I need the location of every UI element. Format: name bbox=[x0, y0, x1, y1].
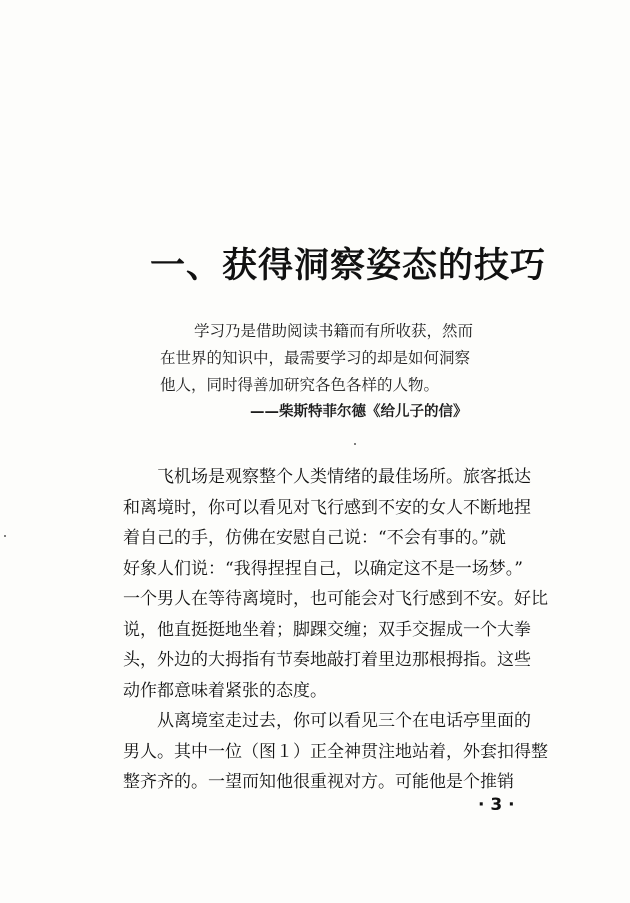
paragraph-line: 着自己的手，仿佛在安慰自己说：“不会有事的。”就 bbox=[123, 528, 506, 548]
paragraph-line: 和离境时，你可以看见对飞行感到不安的女人不断地捏 bbox=[123, 497, 531, 518]
body-text bbox=[123, 462, 563, 798]
epigraph bbox=[160, 318, 540, 426]
page-number: · 3 · bbox=[478, 795, 515, 815]
paragraph-line: 飞机场是观察整个人类情绪的最佳场所。旅客抵达 bbox=[157, 467, 531, 487]
epigraph-line: 学习乃是借助阅读书籍而有所收获，然而 bbox=[194, 322, 474, 340]
paragraph-line: 男人。其中一位（图１）正全神贯注地站着，外套扣得整 bbox=[123, 741, 548, 762]
epigraph-line: 在世界的知识中，最需要学习的却是如何洞察 bbox=[160, 349, 471, 367]
paragraph-line: 动作都意味着紧张的态度。 bbox=[123, 680, 327, 701]
paragraph-line: 说，他直挺挺地坐着；脚踝交缠；双手交握成一个大拳 bbox=[123, 619, 531, 640]
paragraph-line: 一个男人在等待离境时，也可能会对飞行感到不安。好比 bbox=[123, 589, 548, 609]
print-speck bbox=[4, 535, 6, 537]
paragraph-line: 好象人们说：“我得捏捏自己，以确定这不是一场梦。” bbox=[123, 558, 523, 579]
print-speck bbox=[354, 443, 356, 445]
epigraph-line: 他人，同时得善加研究各色各样的人物。 bbox=[160, 376, 440, 394]
paragraph-line: 整齐齐的。一望而知他很重视对方。可能他是个推销 bbox=[123, 772, 514, 792]
paragraph-line: 头，外边的大拇指有节奏地敲打着里边那根拇指。这些 bbox=[123, 650, 531, 670]
epigraph-attribution: ——柴斯特菲尔德《给儿子的信》 bbox=[250, 404, 468, 420]
paragraph-line: 从离境室走过去，你可以看见三个在电话亭里面的 bbox=[157, 711, 531, 731]
chapter-title: 一、获得洞察姿态的技巧 bbox=[150, 246, 547, 286]
